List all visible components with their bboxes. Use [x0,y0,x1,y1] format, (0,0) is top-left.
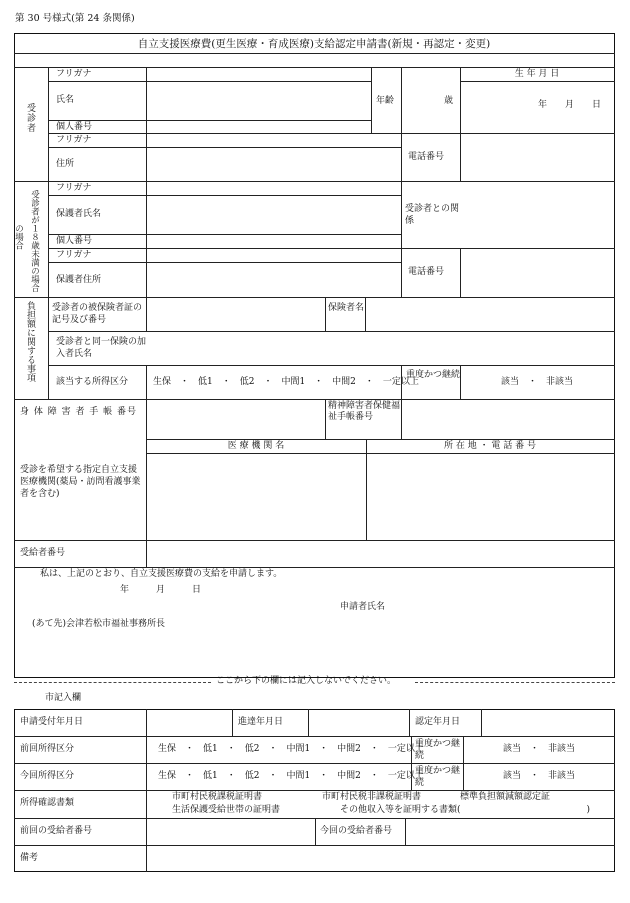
doc-reduction-certificate: 標準負担額減額認定証 [460,792,551,802]
form-number: 第 30 号様式(第 24 条関係) [15,13,135,24]
curr-income-label: 今回所得区分 [20,771,75,781]
guardian-address-label: 保護者住所 [56,275,102,285]
prev-severe-options[interactable]: 該当 ・ 非該当 [502,744,576,754]
receipt-date-label: 申請受付年月日 [20,717,84,727]
birth-date-value: 年 月 日 [538,100,602,110]
prev-income-label: 前回所得区分 [20,744,75,754]
doc-other-income: その他収入等を証明する書類( ) [340,805,591,815]
curr-income-options[interactable]: 生保 ・ 低1 ・ 低2 ・ 中間1 ・ 中間2 ・ 一定以上 [158,771,424,781]
patient-phone-label: 電話番号 [408,152,445,162]
curr-severe-label: 重度かつ継続 [415,766,461,788]
income-class-options[interactable]: 生保 ・ 低1 ・ 低2 ・ 中間1 ・ 中間2 ・ 一定以上 [153,377,419,387]
mental-handbook-label: 精神障害者保健福祉手帳番号 [328,401,401,422]
physical-handbook-label: 身 体 障 害 者 手 帳 番号 [20,407,138,417]
recipient-number-label: 受給者番号 [20,548,66,558]
patient-furigana2-label: フリガナ [56,135,92,145]
severe-options[interactable]: 該当 ・ 非該当 [500,377,574,387]
guardian-section-label-part1: の場合 [13,224,24,250]
patient-section-label: 受診者 [25,103,35,133]
prev-recipient-number-label: 前回の受給者番号 [20,826,93,836]
remarks-label: 備考 [20,853,39,863]
declaration-date: 年 月 日 [120,585,202,595]
office-use-title: 市記入欄 [45,693,82,703]
guardian-furigana2-label: フリガナ [56,250,92,260]
prev-income-options[interactable]: 生保 ・ 低1 ・ 低2 ・ 中間1 ・ 中間2 ・ 一定以上 [158,744,424,754]
severe-label: 重度かつ継続 [406,370,461,380]
applicant-name-label: 申請者氏名 [340,602,386,612]
forward-date-label: 進達年月日 [238,717,284,727]
institution-label: 受診を希望する指定自立支援医療機関(薬局・訪問看護事業者を含む) [20,465,141,499]
prev-severe-label: 重度かつ継続 [415,739,461,761]
doc-taxation-certificate: 市町村民税課税証明書 [172,792,263,802]
age-unit: 歳 [444,96,454,106]
guardian-furigana-label: フリガナ [56,183,92,193]
approval-date-label: 認定年月日 [415,717,461,727]
guardian-name-label: 保護者氏名 [56,209,102,219]
curr-recipient-number-label: 今回の受給者番号 [320,826,393,836]
income-class-label: 該当する所得区分 [56,377,129,387]
institution-name-header: 医 療 機 関 名 [227,441,285,451]
doc-non-taxation-certificate: 市町村民税非課税証明書 [322,792,422,802]
guardian-section-label: 受診者が１８歳未満の場合 [29,190,40,292]
guardian-phone-label: 電話番号 [408,267,445,277]
addressee: (あて先)会津若松市福祉事務所長 [32,619,166,629]
burden-section-label: 負担額に関する事項 [25,301,35,382]
declaration-text: 私は、上記のとおり、自立支援医療費の支給を申請します。 [40,569,283,579]
patient-furigana-label: フリガナ [56,69,92,79]
birth-date-label: 生 年 月 日 [514,69,560,79]
relation-label: 受診者との関係 [405,204,460,226]
curr-severe-options[interactable]: 該当 ・ 非該当 [502,771,576,781]
patient-personal-number-label: 個人番号 [56,122,93,132]
insurance-cert-label: 受診者の被保険者証の記号及び番号 [52,303,143,325]
age-label: 年齢 [376,96,395,106]
institution-address-header: 所 在 地 ・ 電 話 番 号 [443,441,537,451]
divider-text: ここから下の欄には記入しないでください。 [216,676,397,686]
income-docs-label: 所得確認書類 [20,798,75,808]
patient-address-label: 住所 [56,159,75,169]
same-insurance-label: 受診者と同一保険の加入者氏名 [56,337,147,359]
form-title: 自立支援医療費(更生医療・育成医療)支給認定申請書(新規・再認定・変更) [137,38,491,50]
patient-name-label: 氏名 [56,95,75,105]
doc-welfare-certificate: 生活保護受給世帯の証明書 [172,805,281,815]
guardian-personal-number-label: 個人番号 [56,236,93,246]
insurer-name-label: 保険者名 [328,303,365,313]
